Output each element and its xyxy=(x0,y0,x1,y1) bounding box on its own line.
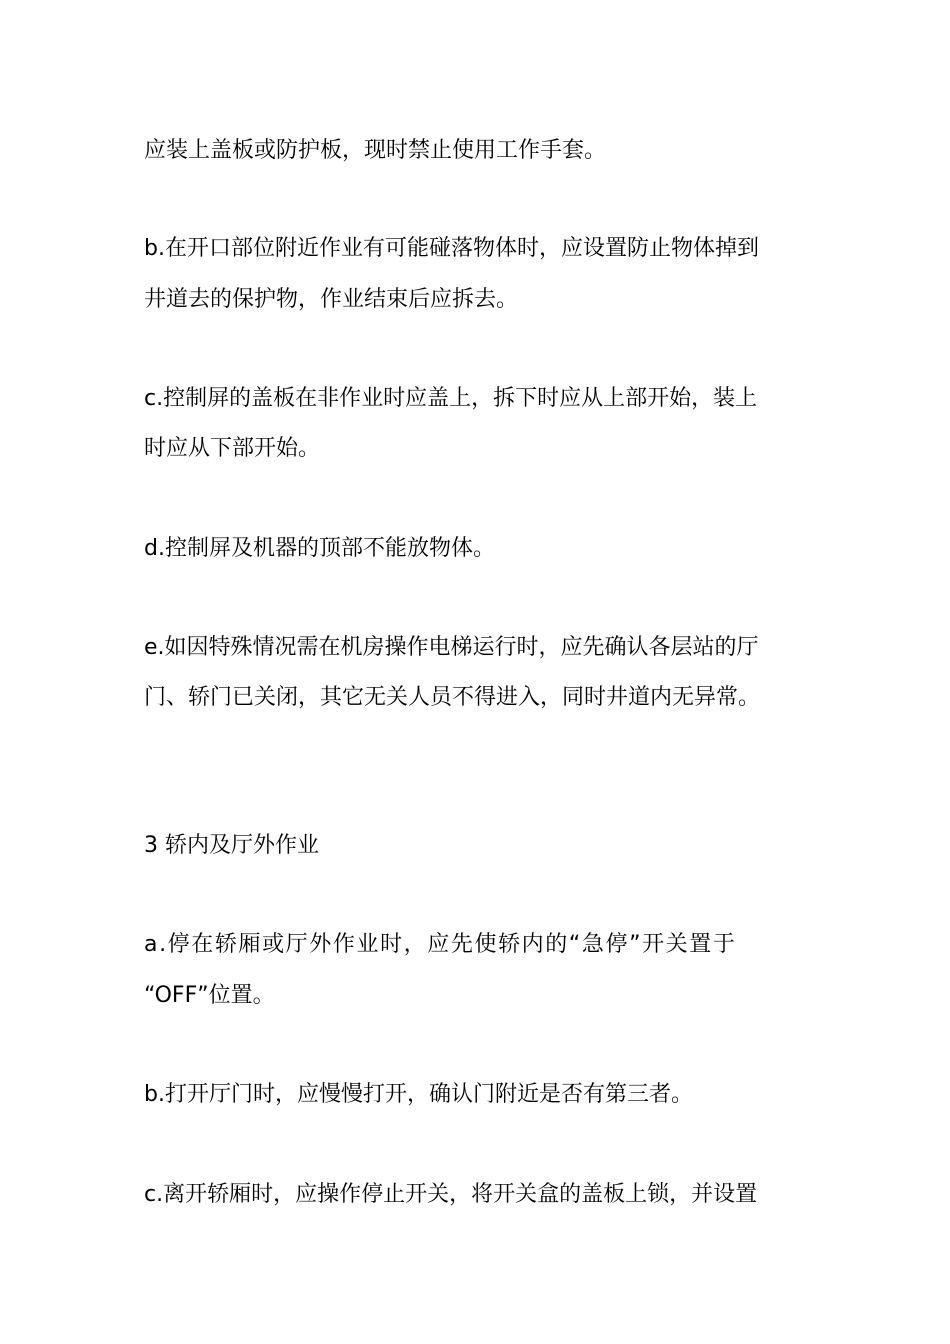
paragraph-line: c.控制屏的盖板在非作业时应盖上，拆下时应从上部开始，装上 xyxy=(144,386,758,411)
paragraph-line: c.离开轿厢时，应操作停止开关，将开关盒的盖板上锁，并设置 xyxy=(144,1182,758,1207)
paragraph-line: e.如因特殊情况需在机房操作电梯运行时，应先确认各层站的厅 xyxy=(144,635,759,660)
paragraph-line: 门、轿门已关闭，其它无关人员不得进入，同时井道内无异常。 xyxy=(144,685,761,710)
paragraph-line: d.控制屏及机器的顶部不能放物体。 xyxy=(144,536,495,561)
paragraph-line: a.停在轿厢或厅外作业时，应先使轿内的“急停”开关置于 xyxy=(144,932,737,957)
paragraph-line: 应装上盖板或防护板，现时禁止使用工作手套。 xyxy=(144,138,607,163)
paragraph-line: b.打开厅门时，应慢慢打开，确认门附近是否有第三者。 xyxy=(144,1082,693,1107)
paragraph-line: “OFF”位置。 xyxy=(144,983,275,1008)
section-heading: 3 轿内及厅外作业 xyxy=(144,833,319,858)
paragraph-line: 井道去的保护物，作业结束后应拆去。 xyxy=(144,287,519,312)
paragraph-line: 时应从下部开始。 xyxy=(144,436,321,461)
paragraph-line: b.在开口部位附近作业有可能碰落物体时，应设置防止物体掉到 xyxy=(144,236,759,261)
